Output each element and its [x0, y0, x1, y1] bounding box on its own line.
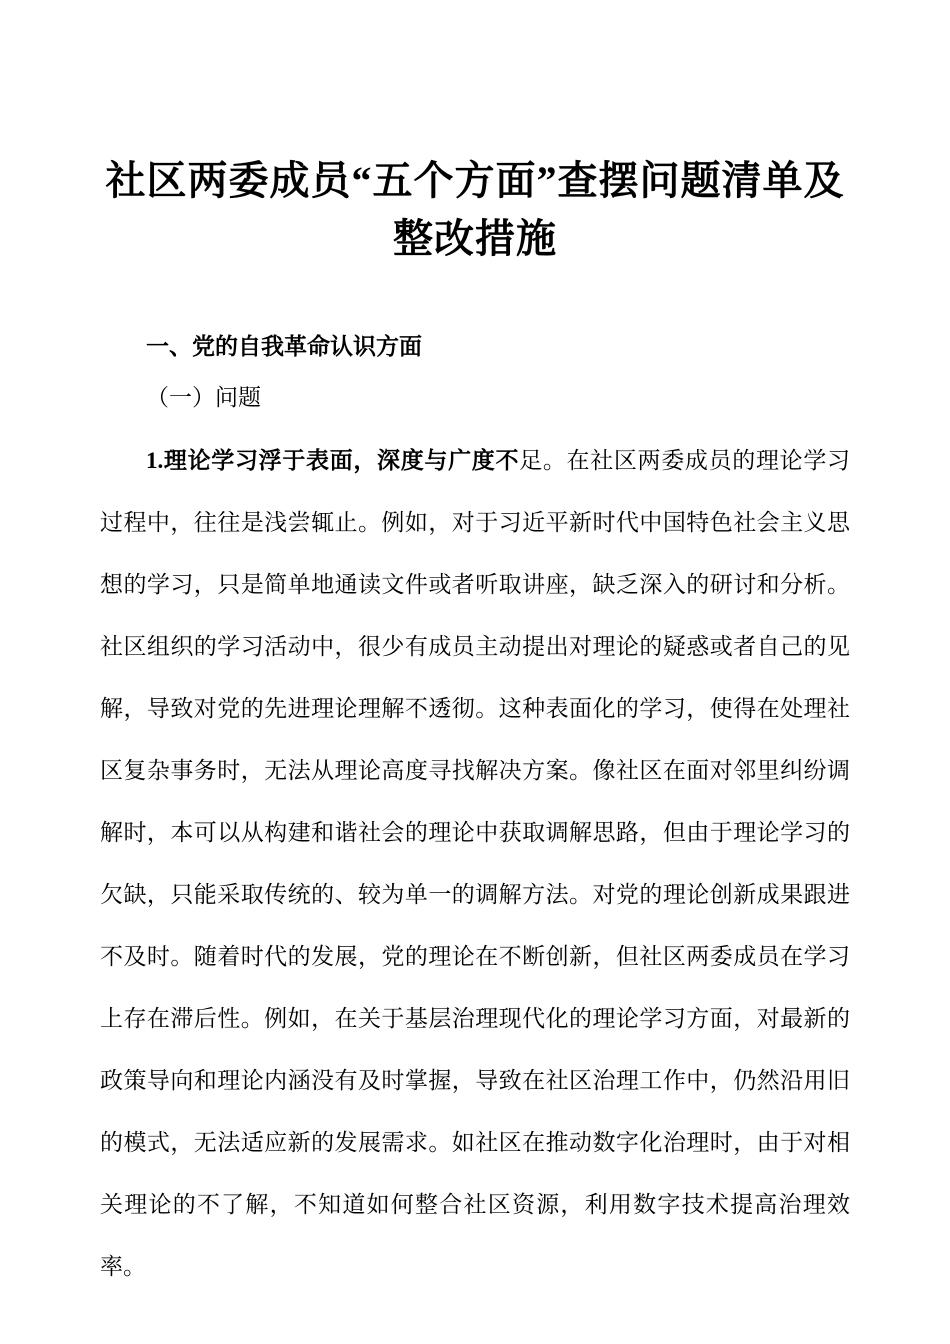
paragraph-text: 足。在社区两委成员的理论学习过程中，往往是浅尝辄止。例如，对于习近平新时代中国特色社会主义思想的学习，只是简单地通读文件或者听取讲座，缺乏深入的研讨和分析。社区组织的学习活动中，很少有成员主动提出对理论的疑惑或者自己的见解，导致对党的先进理论理解不透彻。这种表面化的学习，使得在处理社区复杂事务时，无法从理论高度寻找解决方案。像社区在面对邻里纠纷调解时，本可以从构建和谐社会的理论中获取调解思路，但由于理论学习的欠缺，只能采取传统的、较为单一的调解方法。对党的理论创新成果跟进不及时。随着时代的发展，党的理论在不断创新，但社区两委成员在学习上存在滞后性。例如，在关于基层治理现代化的理论学习方面，对最新的政策导向和理论内涵没有及时掌握，导致在社区治理工作中，仍然沿用旧的模式，无法适应新的发展需求。如社区在推动数字化治理时，由于对相关理论的不了解，不知道如何整合社区资源，利用数字技术提高治理效率。	[100, 448, 851, 1279]
section-heading: 一、党的自我革命认识方面	[146, 333, 422, 359]
section-subheading: （一）问题	[146, 385, 261, 410]
paragraph	[100, 430, 850, 1298]
paragraph-lead-bold: 1.理论学习浮于表面，深度与广度不	[146, 448, 520, 473]
document-title: 社区两委成员“五个方面”查摆问题清单及整改措施	[105, 158, 845, 261]
